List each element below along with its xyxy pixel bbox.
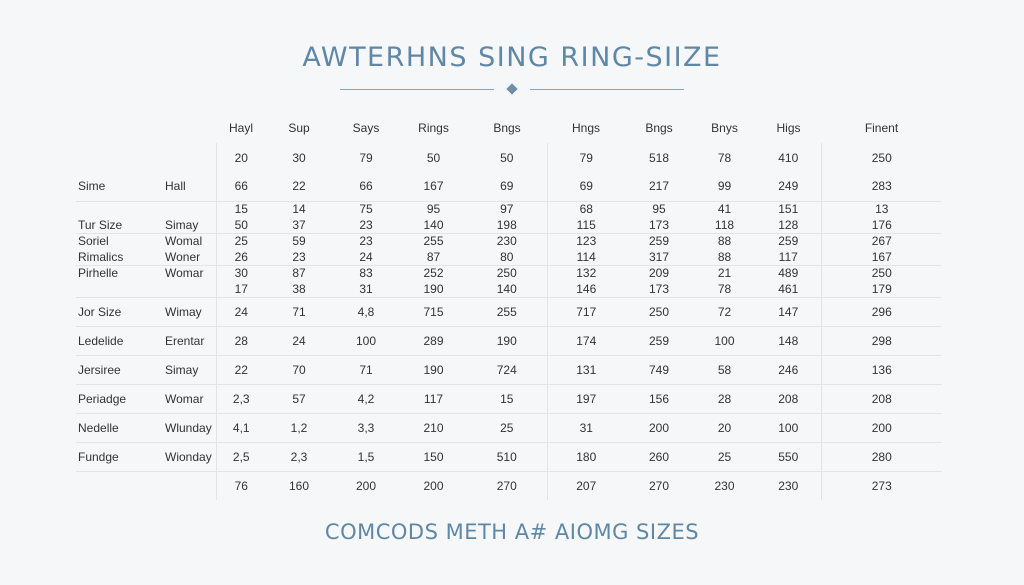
table-cell: 150	[400, 442, 467, 471]
table-cell: 117	[400, 384, 467, 413]
table-cell: 255	[467, 297, 547, 326]
table-cell: 71	[332, 355, 400, 384]
table-cell: 38	[266, 281, 332, 297]
divider-line-left	[340, 89, 494, 90]
table-cell: 57	[266, 384, 332, 413]
column-header: Finent	[864, 121, 899, 135]
table-cell: 147	[756, 297, 821, 326]
table-cell: 230	[714, 478, 735, 493]
table-cell: 209	[648, 266, 670, 281]
table-cell: 59	[292, 234, 306, 249]
table-cell: 173	[625, 217, 693, 233]
table-cell: 66	[216, 172, 266, 201]
table-cell: 190	[467, 326, 547, 355]
table-cell: 95	[652, 202, 666, 217]
table-cell: 173	[625, 281, 693, 297]
table-cell: 3,3	[332, 413, 400, 442]
table-cell: 14	[292, 202, 306, 217]
table-cell: 50	[216, 217, 266, 233]
table-row	[76, 413, 942, 442]
table-cell: 510	[467, 442, 547, 471]
table-cell: 23	[332, 217, 400, 233]
table-cell: 1,5	[332, 442, 400, 471]
table-cell: 156	[625, 384, 693, 413]
table-cell: 140	[400, 217, 467, 233]
table-cell: 174	[547, 326, 625, 355]
table-cell: 123	[547, 233, 625, 249]
table-cell: 95	[426, 202, 441, 217]
table-cell: 296	[821, 297, 942, 326]
table-cell: 148	[756, 326, 821, 355]
table-cell: 167	[400, 172, 467, 201]
table-cell: 280	[821, 442, 942, 471]
table-cell: 21	[717, 266, 732, 281]
table-cell: 20	[693, 413, 756, 442]
row-sublabel: Hall	[151, 172, 216, 201]
table-cell: 250	[821, 265, 942, 281]
table-cell: 75	[359, 202, 373, 217]
table-cell: 715	[400, 297, 467, 326]
table-cell: 97	[500, 202, 514, 217]
row-label	[76, 143, 151, 172]
table-cell: 128	[756, 217, 821, 233]
table-cell: 200	[423, 478, 444, 493]
table-cell: 210	[400, 413, 467, 442]
table-row	[76, 355, 942, 384]
table-cell: 160	[288, 478, 310, 493]
table-cell: 83	[359, 266, 373, 281]
row-sublabel: Woner	[151, 249, 216, 265]
row-label: Sime	[76, 172, 151, 201]
table-cell: 69	[547, 172, 625, 201]
header-row	[76, 113, 942, 143]
table-cell: 283	[821, 172, 942, 201]
row-sublabel	[151, 143, 216, 172]
row-label	[76, 471, 151, 500]
table-cell: 118	[693, 217, 756, 233]
table-cell: 24	[332, 249, 400, 265]
row-label: Fundge	[76, 442, 151, 471]
table-cell: 50	[500, 150, 514, 165]
row-sublabel	[151, 201, 216, 217]
empty-header	[151, 113, 216, 143]
table-cell: 249	[756, 172, 821, 201]
row-label: Jor Size	[76, 297, 151, 326]
table-cell: 31	[547, 413, 625, 442]
table-cell: 246	[756, 355, 821, 384]
row-label: Pirhelle	[78, 266, 119, 281]
table-cell: 250	[821, 143, 942, 172]
table-cell: 298	[821, 326, 942, 355]
table-cell: 1,2	[266, 413, 332, 442]
row-sublabel: Womar	[165, 266, 204, 281]
table-cell: 23	[266, 249, 332, 265]
table-cell: 87	[292, 266, 306, 281]
column-header: Hngs	[571, 121, 600, 135]
column-header: Hayl	[228, 121, 253, 135]
table-cell: 289	[400, 326, 467, 355]
table-cell: 24	[216, 297, 266, 326]
table-cell: 717	[547, 297, 625, 326]
table-cell: 26	[216, 249, 266, 265]
table-cell: 140	[467, 281, 547, 297]
row-label: Nedelle	[76, 413, 151, 442]
table-cell: 41	[717, 202, 732, 217]
divider-line-right	[530, 89, 684, 90]
table-cell: 190	[400, 281, 467, 297]
table-cell: 200	[625, 413, 693, 442]
row-sublabel: Womar	[151, 384, 216, 413]
row-label: Periadge	[76, 384, 151, 413]
footer-caption: COMCODS METH A# AIOMG SIZES	[324, 520, 700, 544]
table-row	[76, 143, 942, 172]
row-sublabel: Wionday	[151, 442, 216, 471]
table-cell: 30	[292, 150, 306, 165]
table-cell: 30	[216, 265, 266, 281]
table-row	[76, 297, 942, 326]
table-cell: 114	[547, 249, 625, 265]
table-cell: 79	[359, 150, 373, 165]
table-cell: 100	[693, 326, 756, 355]
table-cell: 17	[216, 281, 266, 297]
table-cell: 68	[547, 201, 625, 217]
table-cell: 80	[467, 249, 547, 265]
table-cell: 518	[648, 150, 670, 165]
table-cell: 259	[625, 326, 693, 355]
column-header: Bngs	[645, 121, 673, 135]
table-cell: 131	[547, 355, 625, 384]
table-cell: 217	[625, 172, 693, 201]
table-cell: 180	[547, 442, 625, 471]
table-cell: 88	[693, 249, 756, 265]
row-sublabel: Simay	[151, 217, 216, 233]
table-cell: 28	[693, 384, 756, 413]
table-cell: 31	[332, 281, 400, 297]
table-cell: 117	[756, 249, 821, 265]
page-title: AWTERHNS SING RING-SIIZE	[302, 42, 722, 73]
diamond-ornament-icon	[506, 83, 517, 94]
column-header: Bngs	[493, 121, 521, 135]
row-label: Tur Size	[76, 217, 151, 233]
column-header: Bnys	[711, 121, 738, 135]
table-cell: 100	[756, 413, 821, 442]
table-row	[76, 233, 942, 249]
table-cell: 71	[266, 297, 332, 326]
column-header: Higs	[776, 121, 801, 135]
table-cell: 76	[216, 471, 266, 500]
table-cell: 37	[266, 217, 332, 233]
table-cell: 25	[467, 413, 547, 442]
table-cell: 70	[266, 355, 332, 384]
table-cell: 208	[756, 384, 821, 413]
table-cell: 136	[821, 355, 942, 384]
row-sublabel	[151, 471, 216, 500]
row-label	[76, 281, 151, 297]
table-cell: 255	[423, 234, 444, 249]
table-cell: 115	[547, 217, 625, 233]
table-cell: 22	[266, 172, 332, 201]
table-cell: 78	[717, 150, 732, 165]
table-cell: 749	[625, 355, 693, 384]
table-cell: 79	[547, 143, 625, 172]
table-cell: 72	[693, 297, 756, 326]
table-cell: 167	[821, 249, 942, 265]
table-cell: 724	[467, 355, 547, 384]
table-cell: 198	[467, 217, 547, 233]
empty-header	[76, 113, 151, 143]
table-row	[76, 471, 942, 500]
table-cell: 197	[547, 384, 625, 413]
ring-size-table	[76, 113, 942, 500]
table-cell: 550	[756, 442, 821, 471]
column-header: Rings	[418, 121, 449, 135]
row-label	[76, 201, 151, 217]
row-label: Ledelide	[76, 326, 151, 355]
table-cell: 25	[693, 442, 756, 471]
table-cell: 4,2	[332, 384, 400, 413]
table-cell: 230	[496, 234, 517, 249]
table-cell: 88	[717, 234, 732, 249]
table-row	[76, 384, 942, 413]
table-cell: 28	[216, 326, 266, 355]
table-cell: 58	[693, 355, 756, 384]
row-label: Rimalics	[76, 249, 151, 265]
table-row	[76, 217, 942, 233]
table-cell: 2,3	[216, 384, 266, 413]
row-label: Soriel	[78, 234, 109, 249]
row-sublabel: Wimay	[151, 297, 216, 326]
table-cell: 2,3	[266, 442, 332, 471]
table-cell: 250	[496, 266, 517, 281]
table-row	[76, 326, 942, 355]
table-cell: 410	[778, 150, 799, 165]
table-cell: 22	[216, 355, 266, 384]
table-cell: 4,1	[216, 413, 266, 442]
table-cell: 489	[778, 266, 799, 281]
row-sublabel: Womal	[165, 234, 203, 249]
table-cell: 50	[426, 150, 441, 165]
table-cell: 317	[625, 249, 693, 265]
row-sublabel: Simay	[151, 355, 216, 384]
table-cell: 15	[467, 384, 547, 413]
table-cell: 78	[693, 281, 756, 297]
table-cell: 4,8	[332, 297, 400, 326]
table-cell: 260	[625, 442, 693, 471]
table-cell: 176	[821, 217, 942, 233]
table-cell: 100	[332, 326, 400, 355]
table-cell: 13	[821, 201, 942, 217]
table-cell: 146	[547, 281, 625, 297]
table-row	[76, 265, 942, 281]
table-cell: 24	[266, 326, 332, 355]
row-label: Jersiree	[76, 355, 151, 384]
table-cell: 200	[821, 413, 942, 442]
table-cell: 270	[496, 478, 517, 493]
table-row	[76, 442, 942, 471]
column-header: Sup	[288, 121, 310, 135]
table-row	[76, 281, 942, 297]
table-cell: 208	[821, 384, 942, 413]
table-cell: 23	[359, 234, 373, 249]
table-cell: 270	[648, 478, 670, 493]
title-divider	[340, 82, 684, 98]
table-cell: 87	[400, 249, 467, 265]
table-cell: 230	[778, 478, 799, 493]
table-cell: 200	[355, 478, 377, 493]
table-cell: 99	[693, 172, 756, 201]
table-row	[76, 172, 942, 201]
table-row	[76, 249, 942, 265]
table-cell: 179	[821, 281, 942, 297]
table-cell: 25	[216, 233, 266, 249]
table-cell: 15	[216, 201, 266, 217]
table-cell: 259	[648, 234, 670, 249]
row-sublabel	[151, 281, 216, 297]
column-header: Says	[352, 121, 380, 135]
table-cell: 66	[332, 172, 400, 201]
table-cell: 273	[821, 471, 942, 500]
table-cell: 250	[625, 297, 693, 326]
table-cell: 151	[778, 202, 799, 217]
row-sublabel: Erentar	[151, 326, 216, 355]
table-cell: 461	[756, 281, 821, 297]
row-sublabel: Wlunday	[151, 413, 216, 442]
table-row	[76, 201, 942, 217]
table-cell: 267	[821, 233, 942, 249]
table-cell: 207	[547, 471, 625, 500]
table-cell: 2,5	[216, 442, 266, 471]
table-cell: 190	[400, 355, 467, 384]
table-cell: 20	[216, 143, 266, 172]
table-cell: 132	[547, 265, 625, 281]
table-cell: 69	[467, 172, 547, 201]
table-cell: 259	[778, 234, 799, 249]
table-cell: 252	[423, 266, 444, 281]
